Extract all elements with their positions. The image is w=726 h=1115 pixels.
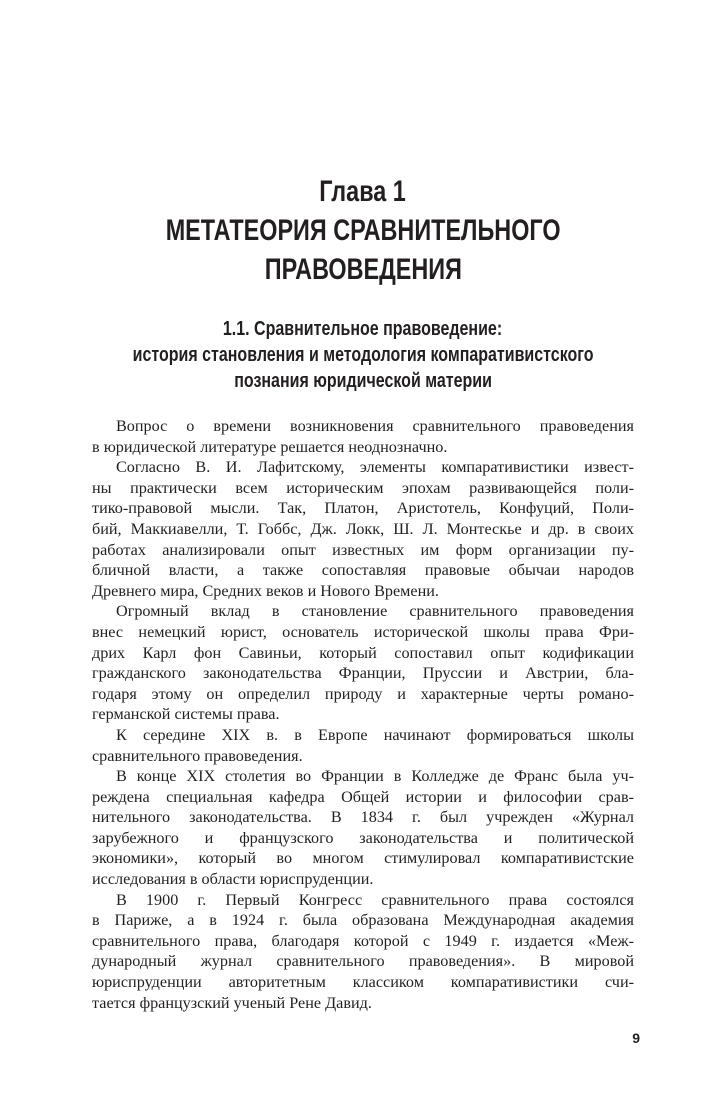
paragraph — [92, 890, 634, 1014]
chapter-label: Глава 1 — [319, 175, 407, 208]
section-subtitle-part-1: история становления и методология компаративистского — [132, 344, 594, 366]
chapter-title-part-1: МЕТАТЕОРИЯ СРАВНИТЕЛЬНОГО — [165, 214, 561, 247]
chapter-title-line-2 — [0, 250, 726, 289]
paragraph-line: Согласно В. И. Лафитскому, элементы компаративистики извест- — [116, 458, 634, 477]
section-heading-line-3 — [0, 368, 726, 394]
paragraph — [92, 457, 634, 601]
paragraph-line: дрих Карл фон Савиньи, который сопоставил опыт кодификации — [92, 643, 634, 662]
section-number-title: 1.1. Сравнительное правоведение: — [223, 318, 503, 340]
body-text — [92, 416, 634, 1013]
chapter-title-part-2: ПРАВОВЕДЕНИЯ — [264, 253, 462, 286]
paragraph — [92, 766, 634, 890]
paragraph-line: дународный журнал сравнительного правоведения». В мировой — [92, 952, 634, 971]
paragraph — [92, 416, 634, 457]
paragraph-line: Древнего мира, Средних веков и Нового Времени. — [92, 581, 439, 600]
paragraph-line: внес немецкий юрист, основатель исторической школы права Фри- — [92, 622, 634, 641]
paragraph-line: В 1900 г. Первый Конгресс сравнительного права состоялся — [116, 890, 634, 909]
chapter-label-line — [0, 172, 726, 211]
section-heading-line-1 — [0, 316, 726, 342]
chapter-title-line-1 — [0, 211, 726, 250]
paragraph-line: в юридической литературе решается неоднозначно. — [92, 437, 448, 456]
paragraph-line: Вопрос о времени возникновения сравнительного правоведения — [116, 417, 634, 435]
paragraph-line: исследования в области юриспруденции. — [92, 870, 374, 889]
paragraph-line: К середине XIX в. в Европе начинают формироваться школы — [116, 725, 634, 744]
paragraph-line: работах анализировали опыт известных им форм организации пу- — [92, 540, 634, 559]
paragraph-line: годаря этому он определил природу и характерные черты романо- — [92, 684, 634, 703]
chapter-heading — [0, 172, 726, 289]
paragraph-line: тико-правовой мысли. Так, Платон, Аристотель, Конфуций, Поли- — [92, 499, 634, 518]
section-heading-line-2 — [0, 342, 726, 368]
paragraph — [92, 601, 634, 725]
paragraph-line: юриспруденции авторитетным классиком компаративистики счи- — [92, 973, 634, 992]
paragraph-line: ны практически всем историческим эпохам развивающейся поли- — [92, 478, 634, 497]
paragraph-line: германской системы права. — [92, 705, 280, 724]
paragraph-line: тается французский ученый Рене Давид. — [92, 993, 372, 1012]
paragraph-line: зарубежного и французского законодательства и политической — [92, 828, 634, 847]
paragraph-line: бличной власти, а также сопоставляя правовые обычаи народов — [92, 561, 634, 580]
paragraph-line: В конце XIX столетия во Франции в Колледже де Франс была уч- — [116, 767, 634, 786]
section-subtitle-part-2: познания юридической материи — [234, 370, 492, 392]
paragraph-line: нительного законодательства. В 1834 г. был учрежден «Журнал — [92, 808, 634, 827]
section-heading — [0, 316, 726, 394]
paragraph-line: гражданского законодательства Франции, Пруссии и Австрии, бла- — [92, 664, 634, 683]
paragraph-line: в Париже, а в 1924 г. была образована Международная академия — [92, 911, 634, 930]
paragraph-line: реждена специальная кафедра Общей истории и философии срав- — [92, 787, 634, 806]
paragraph-line: бий, Маккиавелли, Т. Гоббс, Дж. Локк, Ш. Л. Монтескье и др. в своих — [92, 519, 634, 538]
paragraph — [92, 725, 634, 766]
page-number: 9 — [632, 1030, 640, 1046]
paragraph-line: сравнительного права, благодаря которой с 1949 г. издается «Меж- — [92, 931, 634, 950]
paragraph-line: Огромный вклад в становление сравнительного правоведения — [116, 602, 634, 621]
paragraph-line: экономики», который во многом стимулировал компаративистские — [92, 849, 634, 868]
paragraph-line: сравнительного правоведения. — [92, 746, 303, 765]
